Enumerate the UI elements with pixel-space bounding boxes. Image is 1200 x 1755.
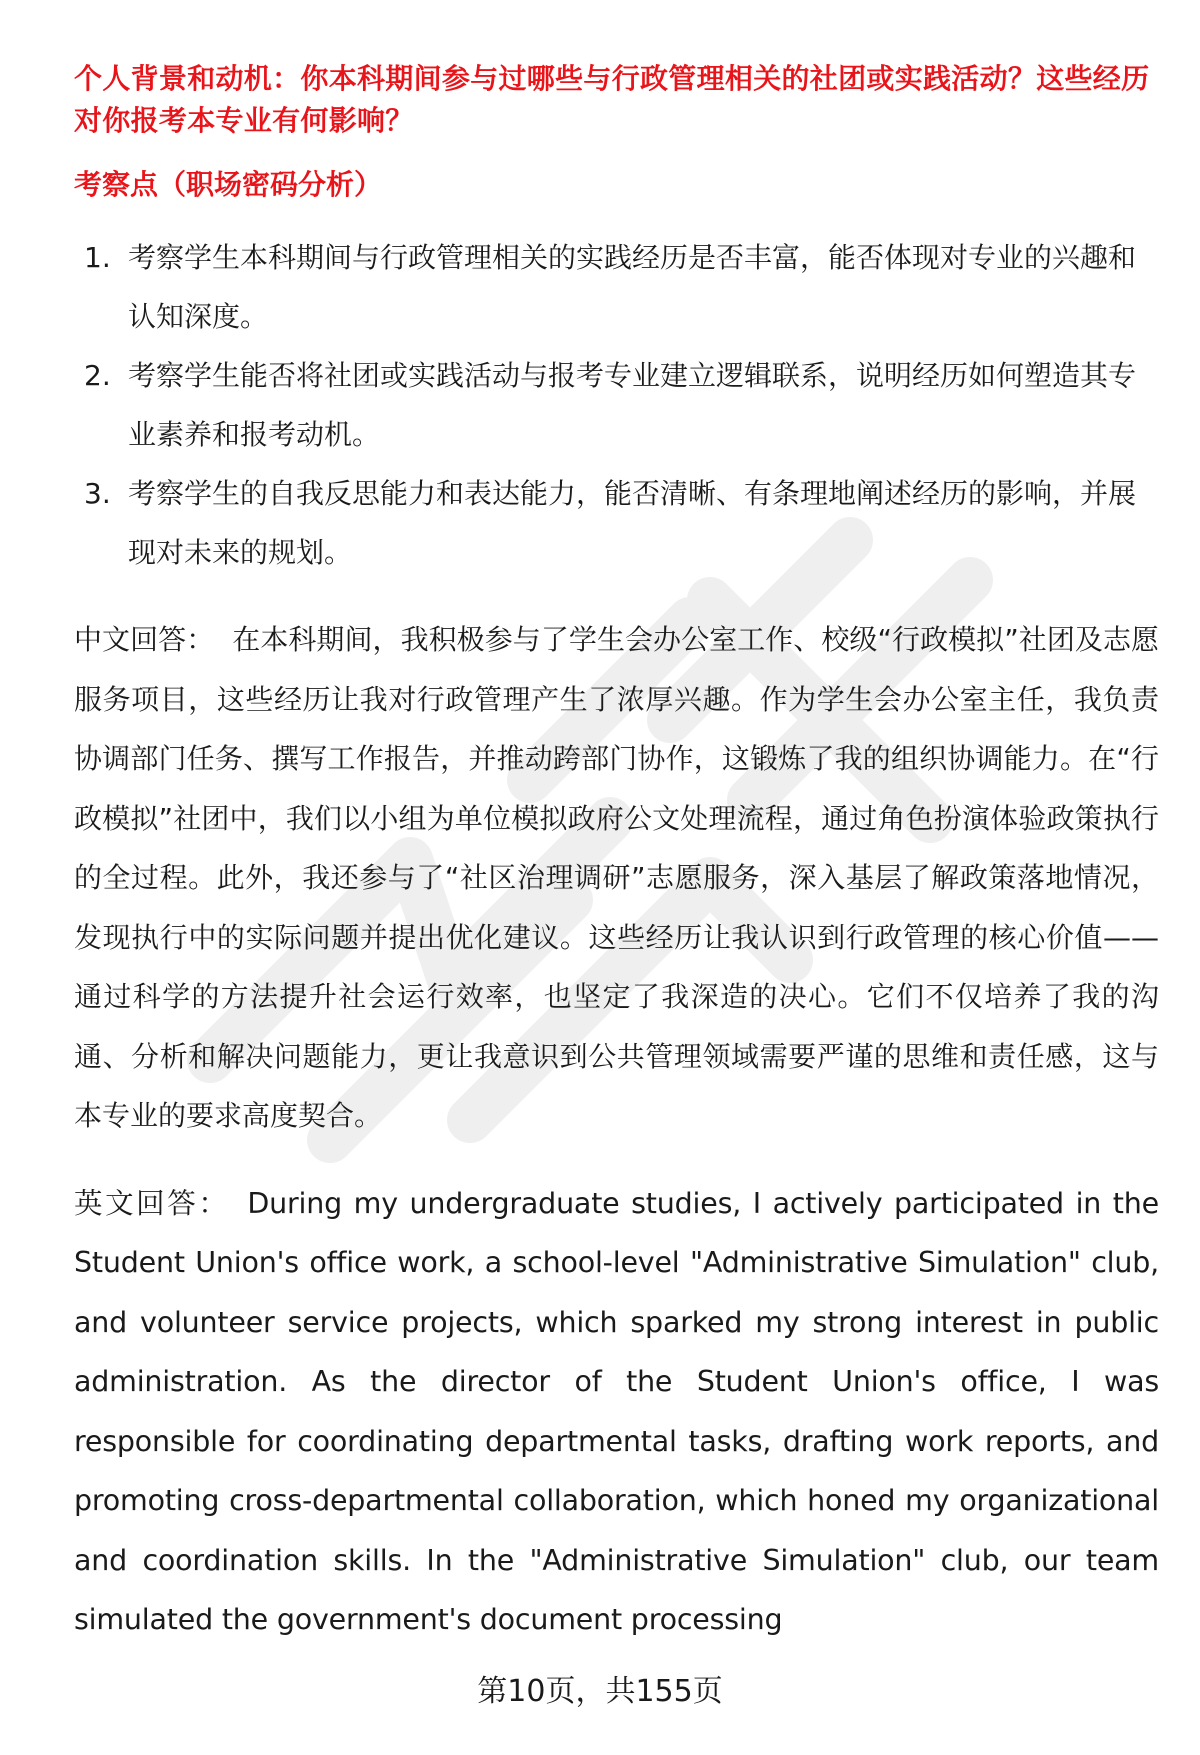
chinese-answer-label: 中文回答： [74, 623, 215, 656]
list-item-number: 2. [84, 359, 111, 392]
list-item-number: 3. [84, 477, 111, 510]
page-number-footer: 第10页，共155页 [477, 1674, 723, 1709]
chinese-answer-text: 在本科期间，我积极参与了学生会办公室工作、校级“行政模拟”社团及志愿服务项目，这些经历让我对行政管理产生了浓厚兴趣。作为学生会办公室主任，我负责协调部门任务、撰写工作报告，并推动跨部门协作，这锻炼了我的组织协调能力。在“行政模拟”社团中，我们以小组为单位模拟政府公文处理流程，通过角色扮演体验政策执行的全过程。此外，我还参与了“社区治理调研”志愿服务，深入基层了解政策落地情况，发现执行中的实际问题并提出优化建议。这些经历让我认识到行政管理的核心价值——通过科学的方法提升社会运行效率，也坚定了我深造的决心。它们不仅培养了我的沟通、分析和解决问题能力，更让我意识到公共管理领域需要严谨的思维和责任感，这与本专业的要求高度契合。 [74, 623, 1159, 1132]
list-item [74, 228, 1159, 346]
english-answer [74, 1174, 1159, 1650]
question-heading: 个人背景和动机：你本科期间参与过哪些与行政管理相关的社团或实践活动？这些经历对你报考本专业有何影响？ [74, 62, 1150, 137]
analysis-title: 考察点（职场密码分析） [74, 168, 383, 201]
english-answer-text: During my undergraduate studies, I actively participated in the Student Union's office work, a school-level "Administrative Simulation" club, and volunteer service projects, which sparked my strong interest in public administration. As the director of the Student Union's office, I was responsible for coordinating departmental tasks, drafting work reports, and promoting cross-departmental collaboration, which honed my organizational and coordination skills. In the "Administrative Simulation" club, our team simulated the government's document processing [74, 1186, 1159, 1636]
document-body [74, 58, 1159, 1678]
english-answer-label: 英文回答： [74, 1186, 230, 1220]
list-item-text: 考察学生的自我反思能力和表达能力，能否清晰、有条理地阐述经历的影响，并展现对未来的规划。 [128, 477, 1137, 569]
list-item-text: 考察学生本科期间与行政管理相关的实践经历是否丰富，能否体现对专业的兴趣和认知深度。 [128, 241, 1137, 333]
chinese-answer [74, 610, 1159, 1146]
list-item-number: 1. [84, 241, 111, 274]
analysis-points-list [74, 228, 1159, 582]
list-item-text: 考察学生能否将社团或实践活动与报考专业建立逻辑联系，说明经历如何塑造其专业素养和报考动机。 [128, 359, 1137, 451]
list-item [74, 346, 1159, 464]
list-item [74, 464, 1159, 582]
